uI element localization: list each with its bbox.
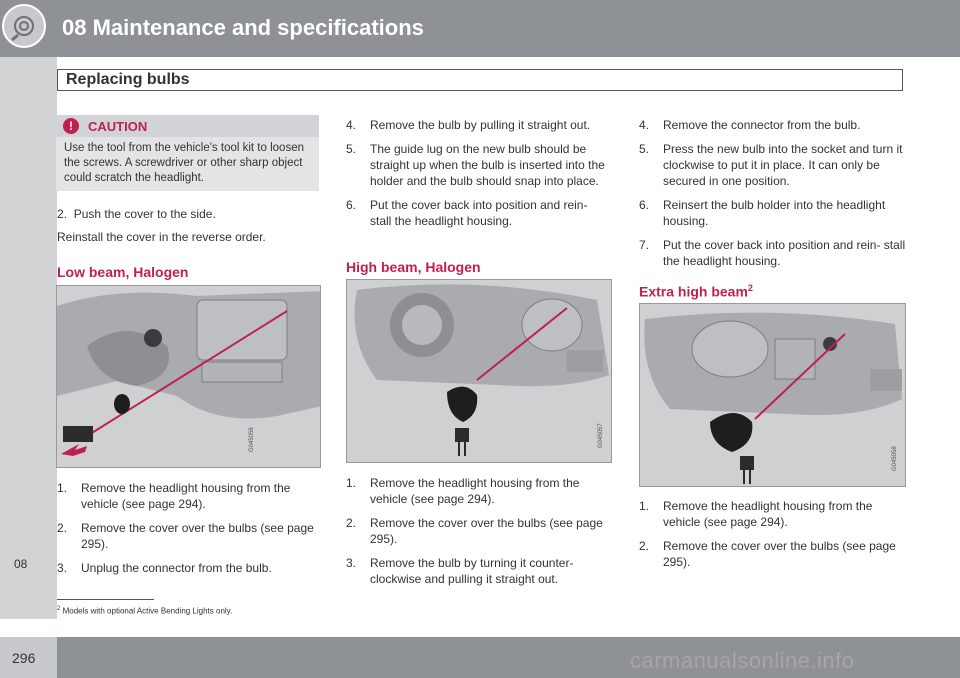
list-item	[639, 197, 907, 229]
extra-high-beam-illustration	[640, 304, 906, 487]
step-text: Remove the cover over the bulbs (see page 295).	[81, 521, 314, 551]
step-number: 6.	[639, 198, 650, 212]
step-text: Remove the headlight housing from the vehicle (see page 294).	[663, 499, 873, 529]
footnote-divider	[57, 599, 154, 600]
step-number: 1.	[57, 481, 68, 495]
list-item	[639, 237, 907, 269]
list-item	[639, 141, 907, 189]
step-number: 2.	[57, 521, 68, 535]
step-text: The guide lug on the new bulb should be straight up when the bulb is inserted into the holder and the bulb should snap into place.	[370, 142, 605, 188]
step-text: Remove the bulb by turning it counter- clockwise and pulling it straight out.	[370, 556, 574, 586]
step-number: 5.	[346, 142, 357, 156]
step-text: Remove the cover over the bulbs (see page 295).	[370, 516, 603, 546]
extra-high-beam-steps	[639, 498, 907, 578]
low-beam-steps	[57, 480, 319, 584]
warning-icon: !	[63, 118, 79, 134]
list-item	[639, 538, 907, 570]
low-beam-illustration	[57, 286, 321, 468]
high-beam-steps-continued	[639, 117, 907, 277]
page-number: 296	[12, 650, 36, 666]
figure-code: G045058	[892, 446, 898, 471]
figure-extra-high-beam	[639, 303, 906, 487]
wrench-gear-icon	[2, 4, 46, 48]
heading-high-beam: High beam, Halogen	[346, 259, 481, 275]
caution-text: Use the tool from the vehicle's tool kit to loosen the screws. A screwdriver or other sharp object could scratch the headlight.	[64, 142, 304, 184]
step-text: Remove the bulb by pulling it straight out.	[370, 118, 591, 132]
step-text: Remove the headlight housing from the vehicle (see page 294).	[81, 481, 291, 511]
chapter-title: 08 Maintenance and specifications	[62, 15, 424, 40]
heading-text: Extra high beam	[639, 283, 748, 300]
figure-high-beam	[346, 279, 612, 463]
figure-low-beam	[56, 285, 321, 468]
step-text: Remove the connector from the bulb.	[663, 118, 861, 132]
step-text: Put the cover back into position and rein- stall the headlight housing.	[663, 238, 906, 268]
list-item	[346, 117, 612, 133]
high-beam-steps	[346, 475, 612, 595]
list-item	[346, 141, 612, 189]
step-number: 1.	[346, 476, 357, 490]
step-number: 7.	[639, 238, 650, 252]
list-item	[346, 555, 612, 587]
list-item	[57, 520, 319, 552]
caution-title: CAUTION	[88, 119, 148, 134]
step-number: 2.	[57, 207, 68, 221]
step-text: Unplug the connector from the bulb.	[81, 561, 272, 575]
caution-box	[56, 115, 319, 191]
list-item	[639, 117, 907, 133]
figure-code: G045057	[598, 423, 604, 448]
footnote-number: 2	[57, 606, 61, 612]
list-item	[57, 560, 319, 576]
step-number: 5.	[639, 142, 650, 156]
step-number: 4.	[639, 118, 650, 132]
step-text: Reinsert the bulb holder into the headlight housing.	[663, 198, 886, 228]
list-item	[57, 480, 319, 512]
step-number: 2.	[639, 539, 650, 553]
footnote	[57, 606, 232, 616]
high-beam-illustration	[347, 280, 612, 463]
list-item	[346, 475, 612, 507]
step-number: 4.	[346, 118, 357, 132]
list-item	[639, 498, 907, 530]
step-text: Put the cover back into position and rein- stall the headlight housing.	[370, 198, 588, 228]
list-item	[346, 515, 612, 547]
chapter-side-tab	[0, 57, 57, 619]
watermark: carmanualsonline.info	[630, 648, 855, 673]
step-text: Remove the headlight housing from the vehicle (see page 294).	[370, 476, 580, 506]
chapter-number: 08	[14, 557, 28, 571]
step-text: Press the new bulb into the socket and turn it clockwise to put it in place. It can only be secured in one position.	[663, 142, 903, 188]
section-title: Replacing bulbs	[66, 71, 190, 88]
heading-extra-high-beam	[639, 283, 753, 300]
step-number: 1.	[639, 499, 650, 513]
footnote-text: Models with optional Active Bending Lights only.	[62, 606, 233, 616]
list-item	[346, 197, 612, 229]
figure-code: G045056	[249, 427, 255, 452]
footnote-ref: 2	[747, 283, 753, 293]
section-title-box	[57, 69, 903, 91]
step-number: 2.	[346, 516, 357, 530]
step-text: Push the cover to the side.	[73, 207, 216, 221]
step-push-cover	[57, 206, 319, 222]
heading-low-beam: Low beam, Halogen	[57, 264, 189, 280]
step-number: 3.	[57, 561, 68, 575]
step-text: Remove the cover over the bulbs (see page 295).	[663, 539, 896, 569]
step-number: 3.	[346, 556, 357, 570]
reinstall-note: Reinstall the cover in the reverse order.	[57, 230, 266, 244]
low-beam-steps-continued	[346, 117, 612, 237]
step-number: 6.	[346, 198, 357, 212]
